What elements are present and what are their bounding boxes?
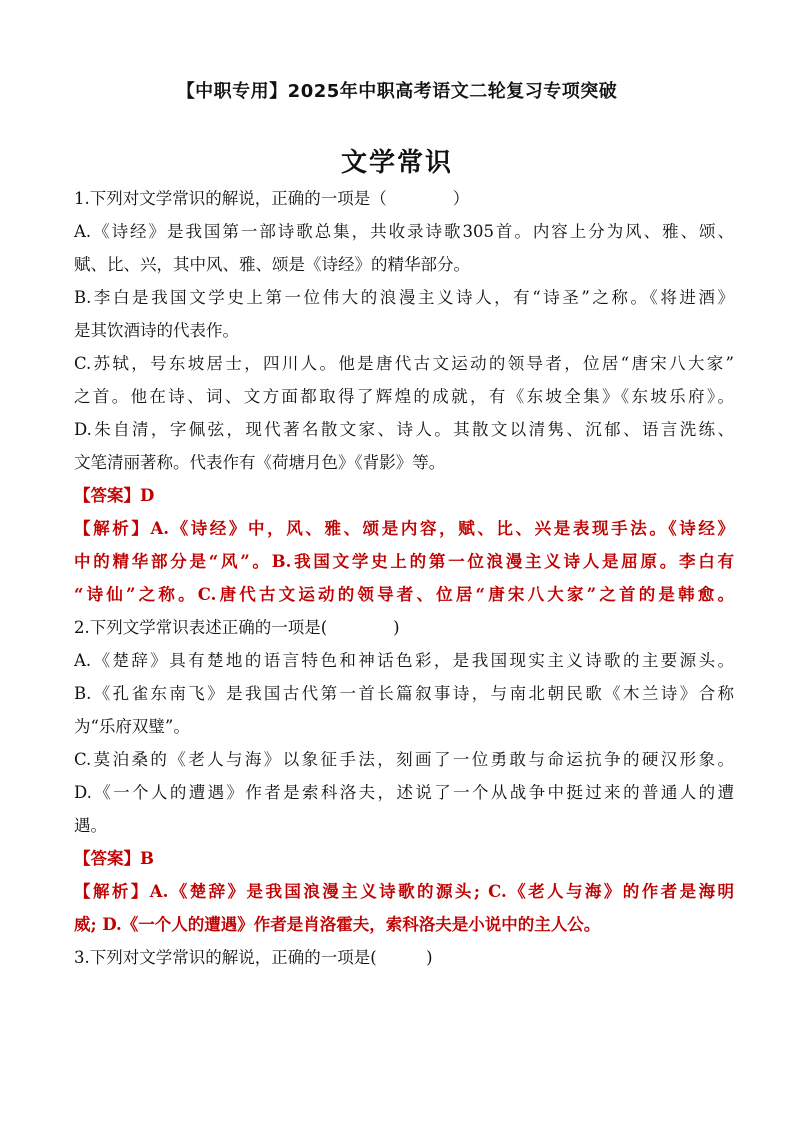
- question-2-analysis-line-2: 威; D.《一个人的遭遇》作者是肖洛霍夫，索科洛夫是小说中的主人公。: [74, 915, 601, 934]
- document-body: [74, 182, 734, 974]
- question-1-option-d-line-1: D.朱自清，字佩弦，现代著名散文家、诗人。其散文以清隽、沉郁、语言洗练、: [74, 420, 734, 439]
- answer-value: B: [140, 849, 154, 868]
- question-2-option-b-line-2: 为“乐府双璧”。: [74, 717, 190, 736]
- analysis-text: A.《楚辞》是我国浪漫主义诗歌的源头; C.《老人与海》的作者是海明: [149, 882, 735, 901]
- question-2-option-c: C.莫泊桑的《老人与海》以象征手法，刻画了一位勇敢与命运抗争的硬汉形象。: [74, 750, 734, 769]
- question-2-option-b-line-1: B.《孔雀东南飞》是我国古代第一首长篇叙事诗，与南北朝民歌《木兰诗》合称: [74, 684, 734, 703]
- question-1-option-b-line-2: 是其饮酒诗的代表作。: [74, 321, 239, 340]
- question-1-answer: [74, 479, 734, 512]
- question-1-option-a-line-1: A.《诗经》是我国第一部诗歌总集，共收录诗歌305首。内容上分为风、雅、颂、: [74, 222, 734, 241]
- question-1-option-a-line-2: 赋、比、兴，其中风、雅、颂是《诗经》的精华部分。: [74, 255, 470, 274]
- document-header: 【中职专用】2025年中职高考语文二轮复习专项突破: [176, 81, 618, 102]
- page-title: 文学常识: [340, 148, 453, 178]
- answer-tag: 【答案】: [74, 486, 140, 505]
- analysis-tag: 【解析】: [74, 882, 150, 901]
- question-1-analysis-line-3: “诗仙”之称。C.唐代古文运动的领导者、位居“唐宋八大家”之首的是韩愈。: [74, 585, 734, 604]
- question-2-analysis-line-1: [74, 875, 734, 908]
- question-2-option-a: A.《楚辞》具有楚地的语言特色和神话色彩，是我国现实主义诗歌的主要源头。: [74, 651, 734, 670]
- question-1-option-b-line-1: B.李白是我国文学史上第一位伟大的浪漫主义诗人，有“诗圣”之称。《将进酒》: [74, 288, 734, 307]
- answer-tag: 【答案】: [74, 849, 140, 868]
- question-3-stem: 3.下列对文学常识的解说，正确的一项是( ): [74, 948, 433, 967]
- question-1-stem: 1.下列对文学常识的解说，正确的一项是（ ）: [74, 189, 470, 208]
- question-1-option-c-line-1: C.苏轼，号东坡居士，四川人。他是唐代古文运动的领导者，位居“唐宋八大家”: [74, 354, 734, 373]
- question-2-option-d-line-2: 遇。: [74, 816, 107, 835]
- answer-value: D: [140, 486, 155, 505]
- question-2-answer: [74, 842, 734, 875]
- analysis-text: A.《诗经》中，风、雅、颂是内容，赋、比、兴是表现手法。《诗经》: [150, 519, 735, 538]
- question-1-analysis-line-1: [74, 512, 734, 545]
- question-1-option-d-line-2: 文笔清丽著称。代表作有《荷塘月色》《背影》等。: [74, 453, 446, 472]
- question-1-analysis-line-2: 中的精华部分是“风”。B.我国文学史上的第一位浪漫主义诗人是屈原。李白有: [74, 552, 734, 571]
- question-1-option-c-line-2: 之首。他在诗、词、文方面都取得了辉煌的成就，有《东坡全集》《东坡乐府》。: [74, 387, 734, 406]
- question-2-option-d-line-1: D.《一个人的遭遇》作者是索科洛夫，述说了一个从战争中挺过来的普通人的遭: [74, 783, 734, 802]
- analysis-tag: 【解析】: [74, 519, 151, 538]
- question-2-stem: 2.下列文学常识表述正确的一项是( ): [74, 618, 400, 637]
